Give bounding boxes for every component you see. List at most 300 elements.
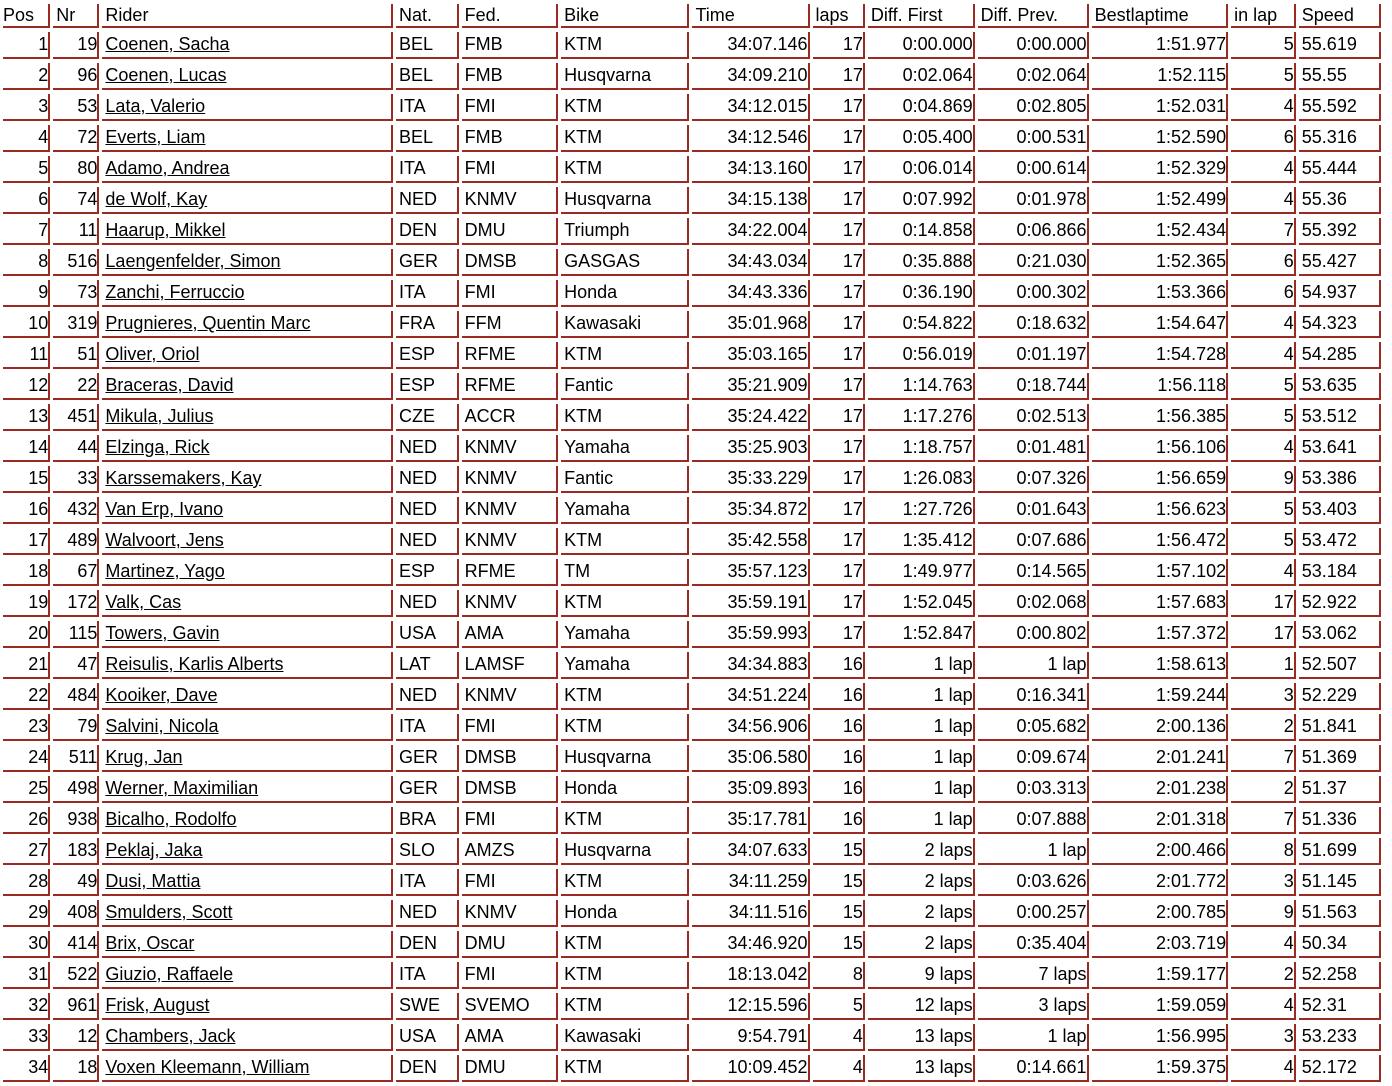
- cell-bike: KTM: [561, 156, 689, 183]
- cell-bike: KTM: [561, 590, 689, 617]
- column-header-time: Time: [692, 4, 809, 28]
- cell-rider: [102, 280, 393, 307]
- cell-time: 34:07.146: [692, 32, 809, 59]
- cell-pos: 12: [3, 373, 50, 400]
- cell-diff-prev: 0:14.661: [978, 1055, 1089, 1082]
- cell-diff-first: 0:04.869: [868, 94, 975, 121]
- cell-pos: 1: [3, 32, 50, 59]
- cell-diff-prev: 0:02.805: [978, 94, 1089, 121]
- cell-nat: ITA: [396, 156, 459, 183]
- cell-diff-first: 0:14.858: [868, 218, 975, 245]
- cell-pos: 2: [3, 63, 50, 90]
- cell-time: 35:42.558: [692, 528, 809, 555]
- cell-nat: BRA: [396, 807, 459, 834]
- cell-laps: 8: [813, 962, 865, 989]
- rider-link[interactable]: Voxen Kleemann, William: [105, 1057, 310, 1077]
- cell-fed: RFME: [462, 559, 559, 586]
- cell-laps: 17: [813, 373, 865, 400]
- cell-nat: FRA: [396, 311, 459, 338]
- cell-pos: 9: [3, 280, 50, 307]
- column-header-diff-first: Diff. First: [868, 4, 975, 28]
- cell-diff-first: 0:35.888: [868, 249, 975, 276]
- rider-link[interactable]: Zanchi, Ferruccio: [105, 282, 245, 302]
- cell-speed: 54.285: [1299, 342, 1381, 369]
- cell-speed: 53.062: [1299, 621, 1381, 648]
- cell-in-lap: 4: [1231, 94, 1296, 121]
- cell-in-lap: 5: [1231, 373, 1296, 400]
- rider-link[interactable]: Dusi, Mattia: [105, 871, 201, 891]
- cell-rider: [102, 249, 393, 276]
- cell-in-lap: 2: [1231, 776, 1296, 803]
- cell-diff-prev: 0:03.626: [978, 869, 1089, 896]
- cell-speed: 52.31: [1299, 993, 1381, 1020]
- cell-nat: ESP: [396, 342, 459, 369]
- cell-bike: KTM: [561, 32, 689, 59]
- cell-nat: ITA: [396, 869, 459, 896]
- column-header-pos: Pos: [3, 4, 50, 28]
- table-row: [3, 931, 1381, 958]
- cell-pos: 28: [3, 869, 50, 896]
- rider-link[interactable]: Laengenfelder, Simon: [105, 251, 281, 271]
- cell-time: 35:09.893: [692, 776, 809, 803]
- cell-bike: Yamaha: [561, 497, 689, 524]
- cell-rider: [102, 931, 393, 958]
- rider-link[interactable]: Oliver, Oriol: [105, 344, 200, 364]
- cell-diff-first: 1 lap: [868, 776, 975, 803]
- cell-bestlaptime: 1:52.031: [1092, 94, 1229, 121]
- cell-speed: 52.229: [1299, 683, 1381, 710]
- cell-speed: 51.336: [1299, 807, 1381, 834]
- cell-diff-first: 1 lap: [868, 652, 975, 679]
- cell-rider: [102, 32, 393, 59]
- table-row: [3, 590, 1381, 617]
- table-row: [3, 993, 1381, 1020]
- rider-link[interactable]: Salvini, Nicola: [105, 716, 219, 736]
- cell-nat: SWE: [396, 993, 459, 1020]
- cell-bike: Yamaha: [561, 652, 689, 679]
- cell-diff-first: 13 laps: [868, 1024, 975, 1051]
- cell-fed: DMU: [462, 931, 559, 958]
- cell-in-lap: 6: [1231, 249, 1296, 276]
- cell-rider: [102, 1024, 393, 1051]
- cell-rider: [102, 590, 393, 617]
- cell-fed: FMB: [462, 63, 559, 90]
- cell-laps: 5: [813, 993, 865, 1020]
- cell-speed: 52.507: [1299, 652, 1381, 679]
- rider-link[interactable]: Walvoort, Jens: [105, 530, 224, 550]
- rider-link[interactable]: Van Erp, Ivano: [105, 499, 224, 519]
- cell-in-lap: 5: [1231, 497, 1296, 524]
- cell-nat: BEL: [396, 63, 459, 90]
- cell-nr: 451: [53, 404, 99, 431]
- cell-diff-first: 1 lap: [868, 807, 975, 834]
- cell-diff-prev: 0:07.888: [978, 807, 1089, 834]
- table-row: [3, 1055, 1381, 1082]
- results-body: [3, 32, 1381, 1082]
- cell-bike: KTM: [561, 125, 689, 152]
- cell-bestlaptime: 2:01.241: [1092, 745, 1229, 772]
- cell-laps: 17: [813, 249, 865, 276]
- cell-nat: ESP: [396, 373, 459, 400]
- cell-time: 34:51.224: [692, 683, 809, 710]
- cell-fed: FMB: [462, 125, 559, 152]
- cell-bestlaptime: 2:00.136: [1092, 714, 1229, 741]
- rider-link[interactable]: Chambers, Jack: [105, 1026, 236, 1046]
- cell-rider: [102, 218, 393, 245]
- cell-nat: NED: [396, 590, 459, 617]
- cell-nat: GER: [396, 776, 459, 803]
- cell-time: 34:12.015: [692, 94, 809, 121]
- cell-fed: DMSB: [462, 249, 559, 276]
- rider-link[interactable]: Bicalho, Rodolfo: [105, 809, 237, 829]
- rider-link[interactable]: Karssemakers, Kay: [105, 468, 262, 488]
- rider-link[interactable]: Mikula, Julius: [105, 406, 214, 426]
- cell-in-lap: 1: [1231, 652, 1296, 679]
- cell-in-lap: 4: [1231, 187, 1296, 214]
- cell-speed: 54.323: [1299, 311, 1381, 338]
- cell-bike: KTM: [561, 404, 689, 431]
- cell-bike: KTM: [561, 993, 689, 1020]
- cell-pos: 23: [3, 714, 50, 741]
- rider-link[interactable]: Werner, Maximilian: [105, 778, 259, 798]
- rider-link[interactable]: Elzinga, Rick: [105, 437, 210, 457]
- table-row: [3, 32, 1381, 59]
- cell-nr: 11: [53, 218, 99, 245]
- cell-speed: 53.184: [1299, 559, 1381, 586]
- cell-bestlaptime: 1:52.115: [1092, 63, 1229, 90]
- cell-fed: FMI: [462, 94, 559, 121]
- cell-laps: 17: [813, 311, 865, 338]
- cell-bestlaptime: 2:01.318: [1092, 807, 1229, 834]
- cell-nr: 53: [53, 94, 99, 121]
- rider-link[interactable]: Krug, Jan: [105, 747, 183, 767]
- cell-bestlaptime: 1:56.659: [1092, 466, 1229, 493]
- table-row: [3, 342, 1381, 369]
- cell-nat: ITA: [396, 94, 459, 121]
- cell-pos: 8: [3, 249, 50, 276]
- cell-rider: [102, 621, 393, 648]
- cell-fed: RFME: [462, 373, 559, 400]
- cell-in-lap: 17: [1231, 621, 1296, 648]
- rider-link[interactable]: Towers, Gavin: [105, 623, 220, 643]
- cell-diff-prev: 7 laps: [978, 962, 1089, 989]
- cell-in-lap: 4: [1231, 1055, 1296, 1082]
- cell-diff-first: 2 laps: [868, 931, 975, 958]
- cell-time: 34:11.516: [692, 900, 809, 927]
- cell-time: 34:15.138: [692, 187, 809, 214]
- cell-bestlaptime: 1:58.613: [1092, 652, 1229, 679]
- cell-diff-prev: 0:07.326: [978, 466, 1089, 493]
- cell-in-lap: 4: [1231, 435, 1296, 462]
- cell-nat: ESP: [396, 559, 459, 586]
- cell-rider: [102, 94, 393, 121]
- table-row: [3, 280, 1381, 307]
- cell-diff-first: 1 lap: [868, 745, 975, 772]
- cell-diff-first: 1:26.083: [868, 466, 975, 493]
- rider-link[interactable]: Braceras, David: [105, 375, 234, 395]
- cell-bestlaptime: 1:56.995: [1092, 1024, 1229, 1051]
- cell-diff-first: 1:17.276: [868, 404, 975, 431]
- cell-fed: KNMV: [462, 187, 559, 214]
- cell-bestlaptime: 2:00.785: [1092, 900, 1229, 927]
- rider-link[interactable]: Reisulis, Karlis Alberts: [105, 654, 284, 674]
- cell-time: 34:56.906: [692, 714, 809, 741]
- cell-bike: Yamaha: [561, 435, 689, 462]
- cell-speed: 52.922: [1299, 590, 1381, 617]
- table-row: [3, 497, 1381, 524]
- cell-pos: 19: [3, 590, 50, 617]
- cell-bestlaptime: 1:57.683: [1092, 590, 1229, 617]
- cell-pos: 27: [3, 838, 50, 865]
- cell-rider: [102, 466, 393, 493]
- cell-laps: 15: [813, 869, 865, 896]
- cell-nat: BEL: [396, 32, 459, 59]
- rider-link[interactable]: Lata, Valerio: [105, 96, 206, 116]
- table-row: [3, 187, 1381, 214]
- cell-diff-prev: 0:01.643: [978, 497, 1089, 524]
- cell-bestlaptime: 1:52.499: [1092, 187, 1229, 214]
- cell-rider: [102, 125, 393, 152]
- cell-time: 35:25.903: [692, 435, 809, 462]
- cell-laps: 17: [813, 94, 865, 121]
- cell-diff-first: 1 lap: [868, 714, 975, 741]
- cell-pos: 22: [3, 683, 50, 710]
- table-row: [3, 435, 1381, 462]
- cell-pos: 13: [3, 404, 50, 431]
- cell-bestlaptime: 1:52.329: [1092, 156, 1229, 183]
- cell-time: 34:43.034: [692, 249, 809, 276]
- cell-laps: 15: [813, 931, 865, 958]
- cell-pos: 10: [3, 311, 50, 338]
- cell-fed: FMI: [462, 280, 559, 307]
- cell-bestlaptime: 1:59.375: [1092, 1055, 1229, 1082]
- rider-link[interactable]: Brix, Oscar: [105, 933, 195, 953]
- rider-link[interactable]: Haarup, Mikkel: [105, 220, 226, 240]
- cell-bike: Triumph: [561, 218, 689, 245]
- cell-nr: 484: [53, 683, 99, 710]
- cell-fed: FMB: [462, 32, 559, 59]
- cell-diff-first: 0:00.000: [868, 32, 975, 59]
- cell-diff-first: 1:14.763: [868, 373, 975, 400]
- table-row: [3, 404, 1381, 431]
- rider-link[interactable]: Everts, Liam: [105, 127, 206, 147]
- cell-diff-first: 1:35.412: [868, 528, 975, 555]
- cell-bestlaptime: 1:54.647: [1092, 311, 1229, 338]
- rider-link[interactable]: Peklaj, Jaka: [105, 840, 203, 860]
- cell-nr: 74: [53, 187, 99, 214]
- cell-fed: DMU: [462, 1055, 559, 1082]
- cell-laps: 17: [813, 404, 865, 431]
- cell-fed: FMI: [462, 962, 559, 989]
- cell-laps: 16: [813, 683, 865, 710]
- rider-link[interactable]: Coenen, Sacha: [105, 34, 230, 54]
- cell-diff-prev: 3 laps: [978, 993, 1089, 1020]
- cell-time: 35:17.781: [692, 807, 809, 834]
- rider-link[interactable]: Adamo, Andrea: [105, 158, 230, 178]
- rider-link[interactable]: Prugnieres, Quentin Marc: [105, 313, 311, 333]
- cell-time: 34:34.883: [692, 652, 809, 679]
- cell-laps: 16: [813, 714, 865, 741]
- cell-laps: 17: [813, 187, 865, 214]
- cell-diff-prev: 0:01.197: [978, 342, 1089, 369]
- cell-bike: Yamaha: [561, 621, 689, 648]
- cell-laps: 17: [813, 497, 865, 524]
- cell-diff-prev: 0:05.682: [978, 714, 1089, 741]
- table-row: [3, 311, 1381, 338]
- cell-speed: 50.34: [1299, 931, 1381, 958]
- cell-diff-first: 2 laps: [868, 900, 975, 927]
- cell-bike: Fantic: [561, 466, 689, 493]
- cell-pos: 7: [3, 218, 50, 245]
- cell-time: 9:54.791: [692, 1024, 809, 1051]
- rider-link[interactable]: Coenen, Lucas: [105, 65, 227, 85]
- cell-diff-prev: 0:35.404: [978, 931, 1089, 958]
- cell-in-lap: 4: [1231, 311, 1296, 338]
- table-row: [3, 652, 1381, 679]
- cell-rider: [102, 993, 393, 1020]
- cell-speed: 55.36: [1299, 187, 1381, 214]
- cell-time: 35:21.909: [692, 373, 809, 400]
- cell-fed: AMA: [462, 621, 559, 648]
- cell-diff-prev: 1 lap: [978, 838, 1089, 865]
- cell-bestlaptime: 1:59.059: [1092, 993, 1229, 1020]
- cell-laps: 15: [813, 838, 865, 865]
- cell-rider: [102, 435, 393, 462]
- cell-in-lap: 7: [1231, 745, 1296, 772]
- cell-bike: KTM: [561, 869, 689, 896]
- cell-in-lap: 9: [1231, 900, 1296, 927]
- cell-diff-prev: 1 lap: [978, 1024, 1089, 1051]
- cell-laps: 16: [813, 776, 865, 803]
- cell-speed: 55.427: [1299, 249, 1381, 276]
- cell-diff-first: 0:06.014: [868, 156, 975, 183]
- cell-fed: ACCR: [462, 404, 559, 431]
- cell-diff-prev: 0:14.565: [978, 559, 1089, 586]
- rider-link[interactable]: de Wolf, Kay: [105, 189, 208, 209]
- rider-link[interactable]: Giuzio, Raffaele: [105, 964, 234, 984]
- cell-diff-first: 0:07.992: [868, 187, 975, 214]
- cell-rider: [102, 187, 393, 214]
- cell-fed: KNMV: [462, 900, 559, 927]
- rider-link[interactable]: Smulders, Scott: [105, 902, 233, 922]
- cell-bestlaptime: 1:56.385: [1092, 404, 1229, 431]
- cell-bestlaptime: 2:01.238: [1092, 776, 1229, 803]
- cell-in-lap: 4: [1231, 559, 1296, 586]
- cell-bestlaptime: 1:54.728: [1092, 342, 1229, 369]
- cell-pos: 29: [3, 900, 50, 927]
- cell-speed: 55.592: [1299, 94, 1381, 121]
- cell-nat: NED: [396, 528, 459, 555]
- cell-fed: FMI: [462, 869, 559, 896]
- cell-speed: 51.841: [1299, 714, 1381, 741]
- cell-speed: 54.937: [1299, 280, 1381, 307]
- column-header-in-lap: in lap: [1231, 4, 1296, 28]
- column-header-nr: Nr: [53, 4, 99, 28]
- cell-in-lap: 9: [1231, 466, 1296, 493]
- cell-in-lap: 6: [1231, 125, 1296, 152]
- cell-in-lap: 5: [1231, 404, 1296, 431]
- cell-rider: [102, 900, 393, 927]
- cell-rider: [102, 404, 393, 431]
- table-row: [3, 962, 1381, 989]
- cell-nr: 22: [53, 373, 99, 400]
- cell-in-lap: 3: [1231, 1024, 1296, 1051]
- rider-link[interactable]: Valk, Cas: [105, 592, 182, 612]
- table-row: [3, 156, 1381, 183]
- cell-rider: [102, 497, 393, 524]
- table-row: [3, 559, 1381, 586]
- cell-speed: 53.386: [1299, 466, 1381, 493]
- cell-nr: 961: [53, 993, 99, 1020]
- cell-fed: RFME: [462, 342, 559, 369]
- cell-nr: 19: [53, 32, 99, 59]
- cell-time: 35:33.229: [692, 466, 809, 493]
- cell-nat: NED: [396, 497, 459, 524]
- cell-diff-first: 1 lap: [868, 683, 975, 710]
- cell-nat: GER: [396, 745, 459, 772]
- cell-fed: AMZS: [462, 838, 559, 865]
- cell-in-lap: 6: [1231, 280, 1296, 307]
- cell-diff-prev: 0:03.313: [978, 776, 1089, 803]
- table-row: [3, 776, 1381, 803]
- cell-speed: 53.512: [1299, 404, 1381, 431]
- cell-nr: 33: [53, 466, 99, 493]
- column-header-speed: Speed: [1299, 4, 1381, 28]
- cell-nr: 172: [53, 590, 99, 617]
- cell-diff-prev: 0:06.866: [978, 218, 1089, 245]
- table-row: [3, 373, 1381, 400]
- cell-nr: 80: [53, 156, 99, 183]
- cell-laps: 17: [813, 435, 865, 462]
- cell-diff-first: 0:05.400: [868, 125, 975, 152]
- cell-nat: NED: [396, 435, 459, 462]
- cell-speed: 53.635: [1299, 373, 1381, 400]
- cell-in-lap: 17: [1231, 590, 1296, 617]
- cell-diff-first: 12 laps: [868, 993, 975, 1020]
- cell-nat: DEN: [396, 218, 459, 245]
- cell-speed: 51.145: [1299, 869, 1381, 896]
- cell-bike: KTM: [561, 94, 689, 121]
- header-row: [3, 4, 1381, 28]
- cell-diff-prev: 0:02.513: [978, 404, 1089, 431]
- rider-link[interactable]: Martinez, Yago: [105, 561, 225, 581]
- cell-diff-prev: 0:18.632: [978, 311, 1089, 338]
- table-row: [3, 745, 1381, 772]
- cell-nr: 183: [53, 838, 99, 865]
- cell-pos: 6: [3, 187, 50, 214]
- cell-speed: 55.619: [1299, 32, 1381, 59]
- cell-laps: 17: [813, 125, 865, 152]
- rider-link[interactable]: Frisk, August: [105, 995, 210, 1015]
- cell-laps: 17: [813, 218, 865, 245]
- cell-nr: 49: [53, 869, 99, 896]
- cell-diff-prev: 0:00.614: [978, 156, 1089, 183]
- cell-pos: 20: [3, 621, 50, 648]
- cell-bestlaptime: 1:56.106: [1092, 435, 1229, 462]
- cell-diff-prev: 0:01.481: [978, 435, 1089, 462]
- cell-nat: USA: [396, 621, 459, 648]
- cell-diff-prev: 1 lap: [978, 652, 1089, 679]
- cell-laps: 16: [813, 652, 865, 679]
- cell-nr: 319: [53, 311, 99, 338]
- cell-bike: KTM: [561, 528, 689, 555]
- cell-bike: TM: [561, 559, 689, 586]
- cell-diff-prev: 0:00.302: [978, 280, 1089, 307]
- cell-pos: 17: [3, 528, 50, 555]
- cell-rider: [102, 156, 393, 183]
- cell-bike: KTM: [561, 1055, 689, 1082]
- rider-link[interactable]: Kooiker, Dave: [105, 685, 218, 705]
